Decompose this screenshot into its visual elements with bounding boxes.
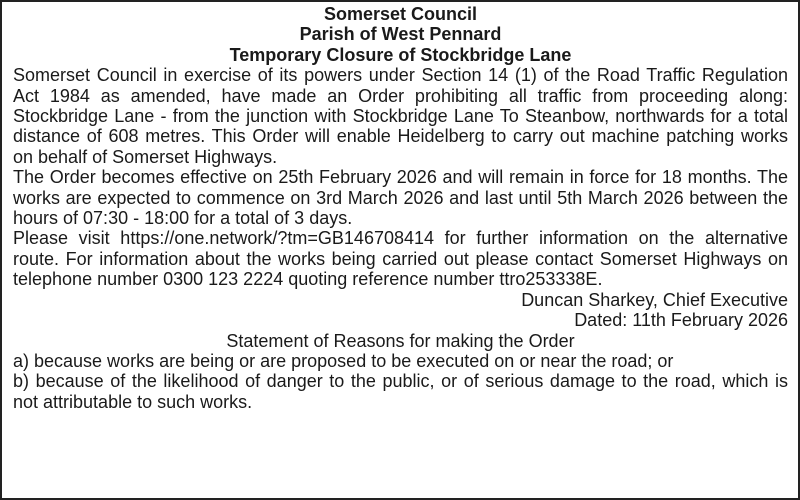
further-information-paragraph: Please visit https://one.network/?tm=GB146708414 for further information on the alternative route. For information about the works being carried out please contact Somerset Highways on telephone number 0300 123 2224 quoting reference number ttro253338E.	[13, 228, 788, 290]
date-line: Dated: 11th February 2026	[574, 310, 788, 331]
reasons-heading: Statement of Reasons for making the Order	[226, 330, 575, 351]
reason-b: b) because of the likelihood of danger to the public, or of serious damage to the road, which is not attributable to such works.	[13, 371, 788, 412]
parish-name: Parish of West Pennard	[299, 24, 502, 45]
order-dates-paragraph: The Order becomes effective on 25th February 2026 and will remain in force for 18 months. The works are expected to commence on 3rd March 2026 and last until 5th March 2026 between the hours of 07:30 - 18:00 for a total of 3 days.	[13, 167, 788, 229]
notice-title: Temporary Closure of Stockbridge Lane	[229, 44, 572, 65]
order-description-paragraph: Somerset Council in exercise of its powers under Section 14 (1) of the Road Traffic Regulation Act 1984 as amended, have made an Order prohibiting all traffic from proceeding along: Stockbridge Lane - from the junction with Stockbridge Lane To Steanbow, northwards for a total distance of 608 metres. This Order will enable Heidelberg to carry out machine patching works on behalf of Somerset Highways.	[13, 65, 788, 167]
council-name: Somerset Council	[323, 4, 478, 24]
reason-a: a) because works are being or are proposed to be executed on or near the road; or	[13, 350, 674, 371]
signatory: Duncan Sharkey, Chief Executive	[521, 289, 788, 310]
